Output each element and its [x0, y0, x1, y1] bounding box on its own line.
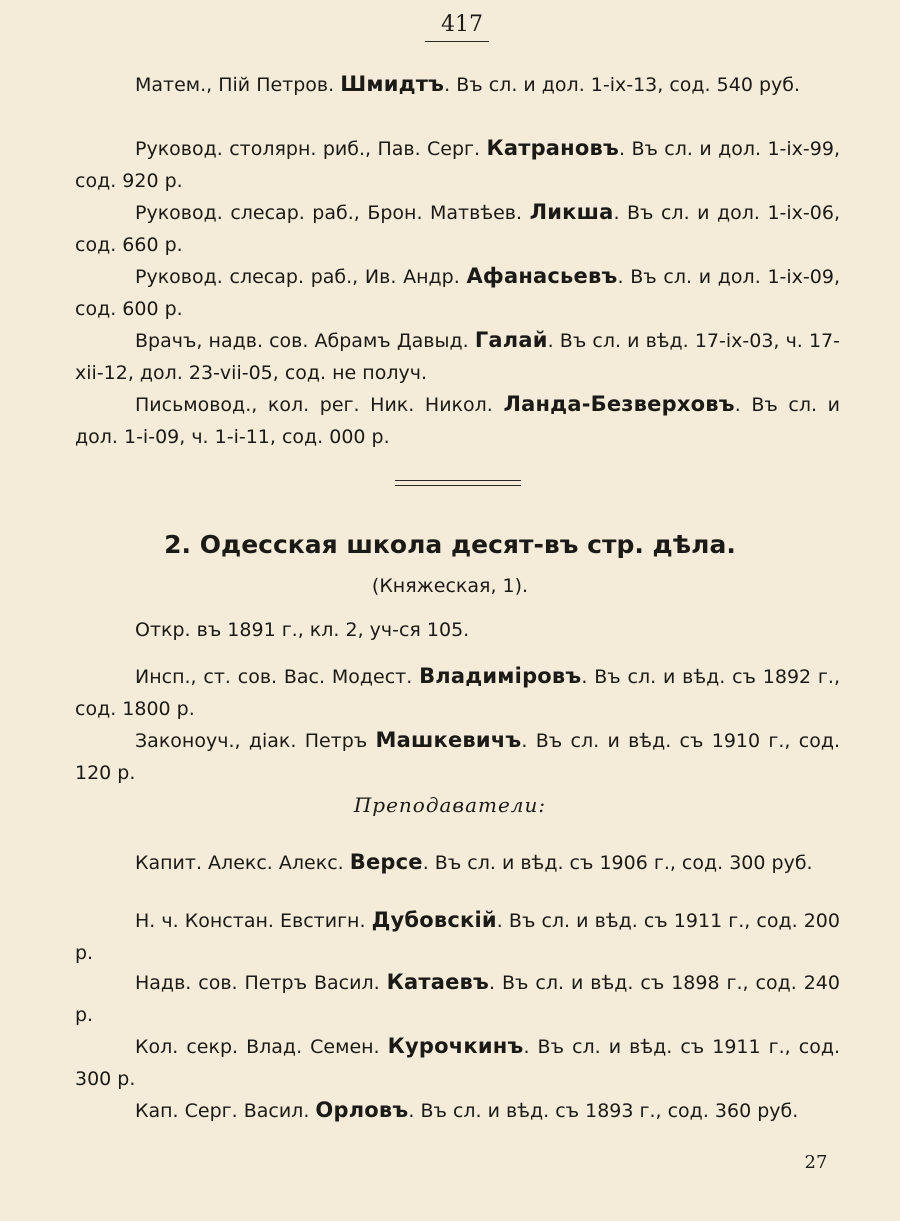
entry-details: . Въ сл. и вѣд. 17-ix-03, ч. 17-xii-12, дол. 23-vii-05, сод. не получ. [75, 330, 840, 384]
entry-text: Инсп., ст. сов. Вас. Модест. [135, 666, 413, 688]
entry-details: . Въ сл. и вѣд. съ 1898 г., сод. 240 р. [75, 972, 840, 1026]
entry-details: . Въ сл. и вѣд. съ 1892 г., сод. 1800 р. [75, 666, 840, 720]
entry-details: . Въ сл. и дол. 1-ix-99, сод. 920 р. [75, 138, 840, 192]
section-info [75, 614, 840, 646]
entry-surname: Ликша [529, 200, 614, 224]
entry-text: Руковод. слесар. раб., Брон. Матвѣев. [135, 202, 523, 224]
entry-text: Письмовод., кол. рег. Ник. Никол. [135, 394, 493, 416]
entry-surname: Машкевичъ [375, 728, 522, 752]
entry-text: Надв. сов. Петръ Васил. [135, 972, 380, 994]
entry-surname: Дубовскій [371, 908, 497, 932]
entry-details: . Въ сл. и вѣд. съ 1910 г., сод. 120 р. [75, 730, 841, 784]
signature-mark: 27 [804, 1152, 828, 1173]
entry-surname: Катаевъ [386, 970, 490, 994]
entry-details: . Въ сл. и вѣд. съ 1893 г., сод. 360 руб. [408, 1100, 799, 1122]
entry-details: . Въ сл. и вѣд. съ 1911 г., сод. 200 р. [75, 910, 840, 964]
entry-text: Матем., Пій Петров. [135, 74, 335, 96]
section-info-text: Откр. въ 1891 г., кл. 2, уч-ся 105. [135, 619, 470, 641]
entry-surname: Шмидтъ [340, 72, 445, 96]
entry-top-1 [75, 132, 840, 197]
entry-top-3 [75, 260, 840, 325]
entry-text: Кол. секр. Влад. Семен. [135, 1036, 380, 1058]
entry-details: . Въ сл. и дол. 1-i-09, ч. 1-i-11, сод. 000 р. [75, 394, 840, 448]
page-number: 417 [441, 12, 483, 37]
entry-surname: Версе [349, 850, 423, 874]
entry-admin-0 [75, 660, 840, 725]
entry-details: . Въ сл. и дол. 1-ix-09, сод. 600 р. [75, 266, 840, 320]
entry-top-5 [75, 388, 840, 453]
section-title: 2. Одесская школа десят-въ стр. дѣла. [164, 530, 736, 559]
entry-surname: Владиміровъ [419, 664, 582, 688]
entry-text: Кап. Серг. Васил. [135, 1100, 310, 1122]
entry-teacher-0 [75, 846, 840, 879]
entry-teacher-1 [75, 904, 840, 969]
entry-top-2 [75, 196, 840, 261]
entry-top-4 [75, 324, 840, 389]
page-number-rule [425, 41, 489, 42]
entry-teacher-4 [75, 1094, 840, 1127]
entry-teacher-3 [75, 1030, 840, 1095]
teachers-heading: Преподаватели: [353, 793, 547, 817]
entry-admin-1 [75, 724, 840, 789]
section-address: (Княжеская, 1). [371, 575, 529, 597]
entry-surname: Галай [474, 328, 548, 352]
entry-surname: Катрановъ [486, 136, 619, 160]
entry-details: . Въ сл. и дол. 1-ix-13, сод. 540 руб. [444, 74, 801, 96]
entry-surname: Курочкинъ [387, 1034, 524, 1058]
entry-top-0 [75, 68, 840, 101]
entry-details: . Въ сл. и дол. 1-ix-06, сод. 660 р. [75, 202, 841, 256]
entry-text: Законоуч., діак. Петръ [135, 730, 368, 752]
entry-surname: Ланда-Безверховъ [503, 392, 735, 416]
entry-details: . Въ сл. и вѣд. съ 1911 г., сод. 300 р. [75, 1036, 841, 1090]
entry-text: Руковод. слесар. раб., Ив. Андр. [135, 266, 460, 288]
section-separator [395, 480, 521, 486]
entry-details: . Въ сл. и вѣд. съ 1906 г., сод. 300 руб. [422, 852, 813, 874]
entry-teacher-2 [75, 966, 840, 1031]
entry-surname: Афанасьевъ [466, 264, 618, 288]
entry-surname: Орловъ [315, 1098, 409, 1122]
entry-text: Капит. Алекс. Алекс. [135, 852, 344, 874]
entry-text: Н. ч. Констан. Евстигн. [135, 910, 366, 932]
entry-text: Врачъ, надв. сов. Абрамъ Давыд. [135, 330, 469, 352]
entry-text: Руковод. столярн. риб., Пав. Серг. [135, 138, 481, 160]
